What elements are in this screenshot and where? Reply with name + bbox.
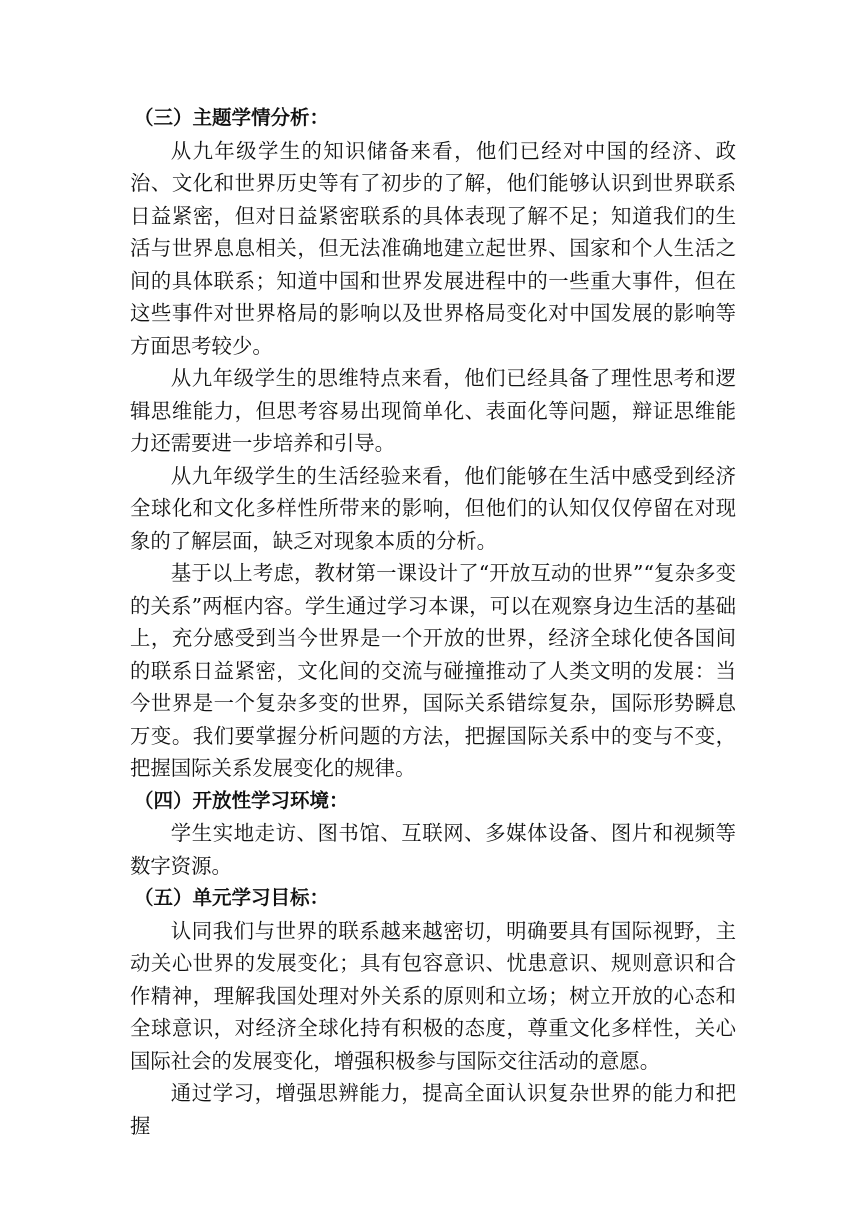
paragraph: 学生实地走访、图书馆、互联网、多媒体设备、图片和视频等数字资源。 <box>130 821 736 878</box>
paragraph: 从九年级学生的思维特点来看，他们已经具备了理性思考和逻辑思维能力，但思考容易出现简单化、表面化等问题，辩证思维能力还需要进一步培养和引导。 <box>130 366 736 455</box>
section-learning-objectives <box>130 882 736 1142</box>
paragraph: 从九年级学生的生活经验来看，他们能够在生活中感受到经济全球化和文化多样性所带来的影响，但他们的认知仅仅停留在对现象的了解层面，缺乏对现象本质的分析。 <box>130 463 736 553</box>
document-page <box>130 102 736 1142</box>
paragraph: 认同我们与世界的联系越来越密切，明确要具有国际视野，主动关心世界的发展变化；具有包容意识、忧患意识、规则意识和合作精神，理解我国处理对外关系的原则和立场；树立开放的心态和全球意识，对经济全球化持有积极的态度，尊重文化多样性，关心国际社会的发展变化，增强积极参与国际交往活动的意愿。 <box>130 918 736 1073</box>
section-learning-environment <box>130 785 736 883</box>
section-learner-analysis <box>130 102 736 785</box>
paragraph: 从九年级学生的知识储备来看，他们已经对中国的经济、政治、文化和世界历史等有了初步的了解，他们能够认识到世界联系日益紧密，但对日益紧密联系的具体表现了解不足；知道我们的生活与世界息息相关，但无法准确地建立起世界、国家和个人生活之间的具体联系；知道中国和世界发展进程中的一些重大事件，但在这些事件对世界格局的影响以及世界格局变化对中国发展的影响等方面思考较少。 <box>130 138 736 358</box>
paragraph: 基于以上考虑，教材第一课设计了“开放互动的世界”“复杂多变的关系”两框内容。学生通过学习本课，可以在观察身边生活的基础上，充分感受到当今世界是一个开放的世界，经济全球化使各国间的联系日益紧密，文化间的交流与碰撞推动了人类文明的发展：当今世界是一个复杂多变的世界，国际关系错综复杂，国际形势瞬息万变。我们要掌握分析问题的方法，把握国际关系中的变与不变，把握国际关系发展变化的规律。 <box>130 561 736 780</box>
section-heading: （四）开放性学习环境： <box>134 788 349 812</box>
section-heading: （五）单元学习目标： <box>134 886 330 909</box>
section-heading: （三）主题学情分析： <box>134 106 330 129</box>
paragraph: 通过学习，增强思辨能力，提高全面认识复杂世界的能力和把握 <box>130 1081 736 1138</box>
